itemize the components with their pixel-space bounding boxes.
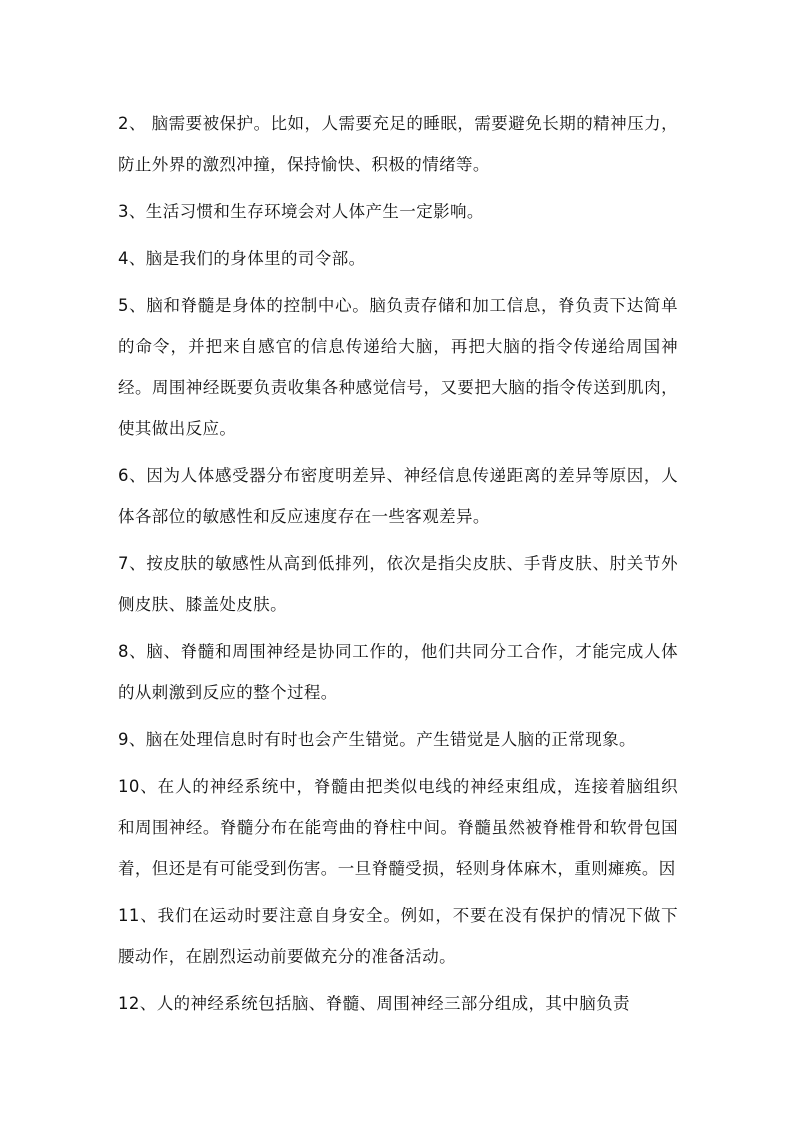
paragraph-item-6: 6、因为人体感受器分布密度明差异、神经信息传递距离的差异等原因，人体各部位的敏感性和反应速度存在一些客观差异。: [118, 466, 678, 526]
paragraph-item-5: 5、脑和脊髓是身体的控制中心。脑负责存储和加工信息，脊负责下达简单的命令，并把来自感官的信息传递给大脑，再把大脑的指令传递给周国神经。周围神经既要负责收集各种感觉信号，又要把大脑的指令传送到肌肉，使其做出反应。: [118, 296, 678, 438]
paragraph-item-7: 7、按皮肤的敏感性从高到低排列，依次是指尖皮肤、手背皮肤、肘关节外侧皮肤、膝盖处皮肤。: [118, 554, 678, 614]
paragraph-item-12: 12、人的神经系统包括脑、脊髓、周围神经三部分组成，其中脑负责: [118, 994, 630, 1013]
paragraph-item-4: 4、脑是我们的身体里的司令部。: [118, 249, 366, 268]
document-body: [118, 103, 678, 1030]
paragraph-item-9: 9、脑在处理信息时有时也会产生错觉。产生错觉是人脑的正常现象。: [118, 730, 636, 749]
paragraph-item-11: 11、我们在运动时要注意自身安全。例如，不要在没有保护的情况下做下腰动作，在剧烈运动前要做充分的准备活动。: [118, 906, 678, 966]
paragraph-item-10: 10、在人的神经系统中，脊髓由把类似电线的神经束组成，连接着脑组织和周围神经。脊髓分布在能弯曲的脊柱中间。脊髓虽然被脊椎骨和软骨包国着，但还是有可能受到伤害。一旦脊髓受损，轻则身体麻木，重则瘫痪。因: [118, 777, 678, 878]
paragraph-item-3: 3、生活习惯和生存环境会对人体产生一定影响。: [118, 202, 484, 221]
paragraph-item-8: 8、脑、脊髓和周围神经是协同工作的，他们共同分工合作，才能完成人体的从刺激到反应的整个过程。: [118, 642, 678, 702]
paragraph-item-2: 2、 脑需要被保护。比如，人需要充足的睡眠，需要避免长期的精神压力，防止外界的激烈冲撞，保持愉快、积极的情绪等。: [118, 114, 678, 174]
